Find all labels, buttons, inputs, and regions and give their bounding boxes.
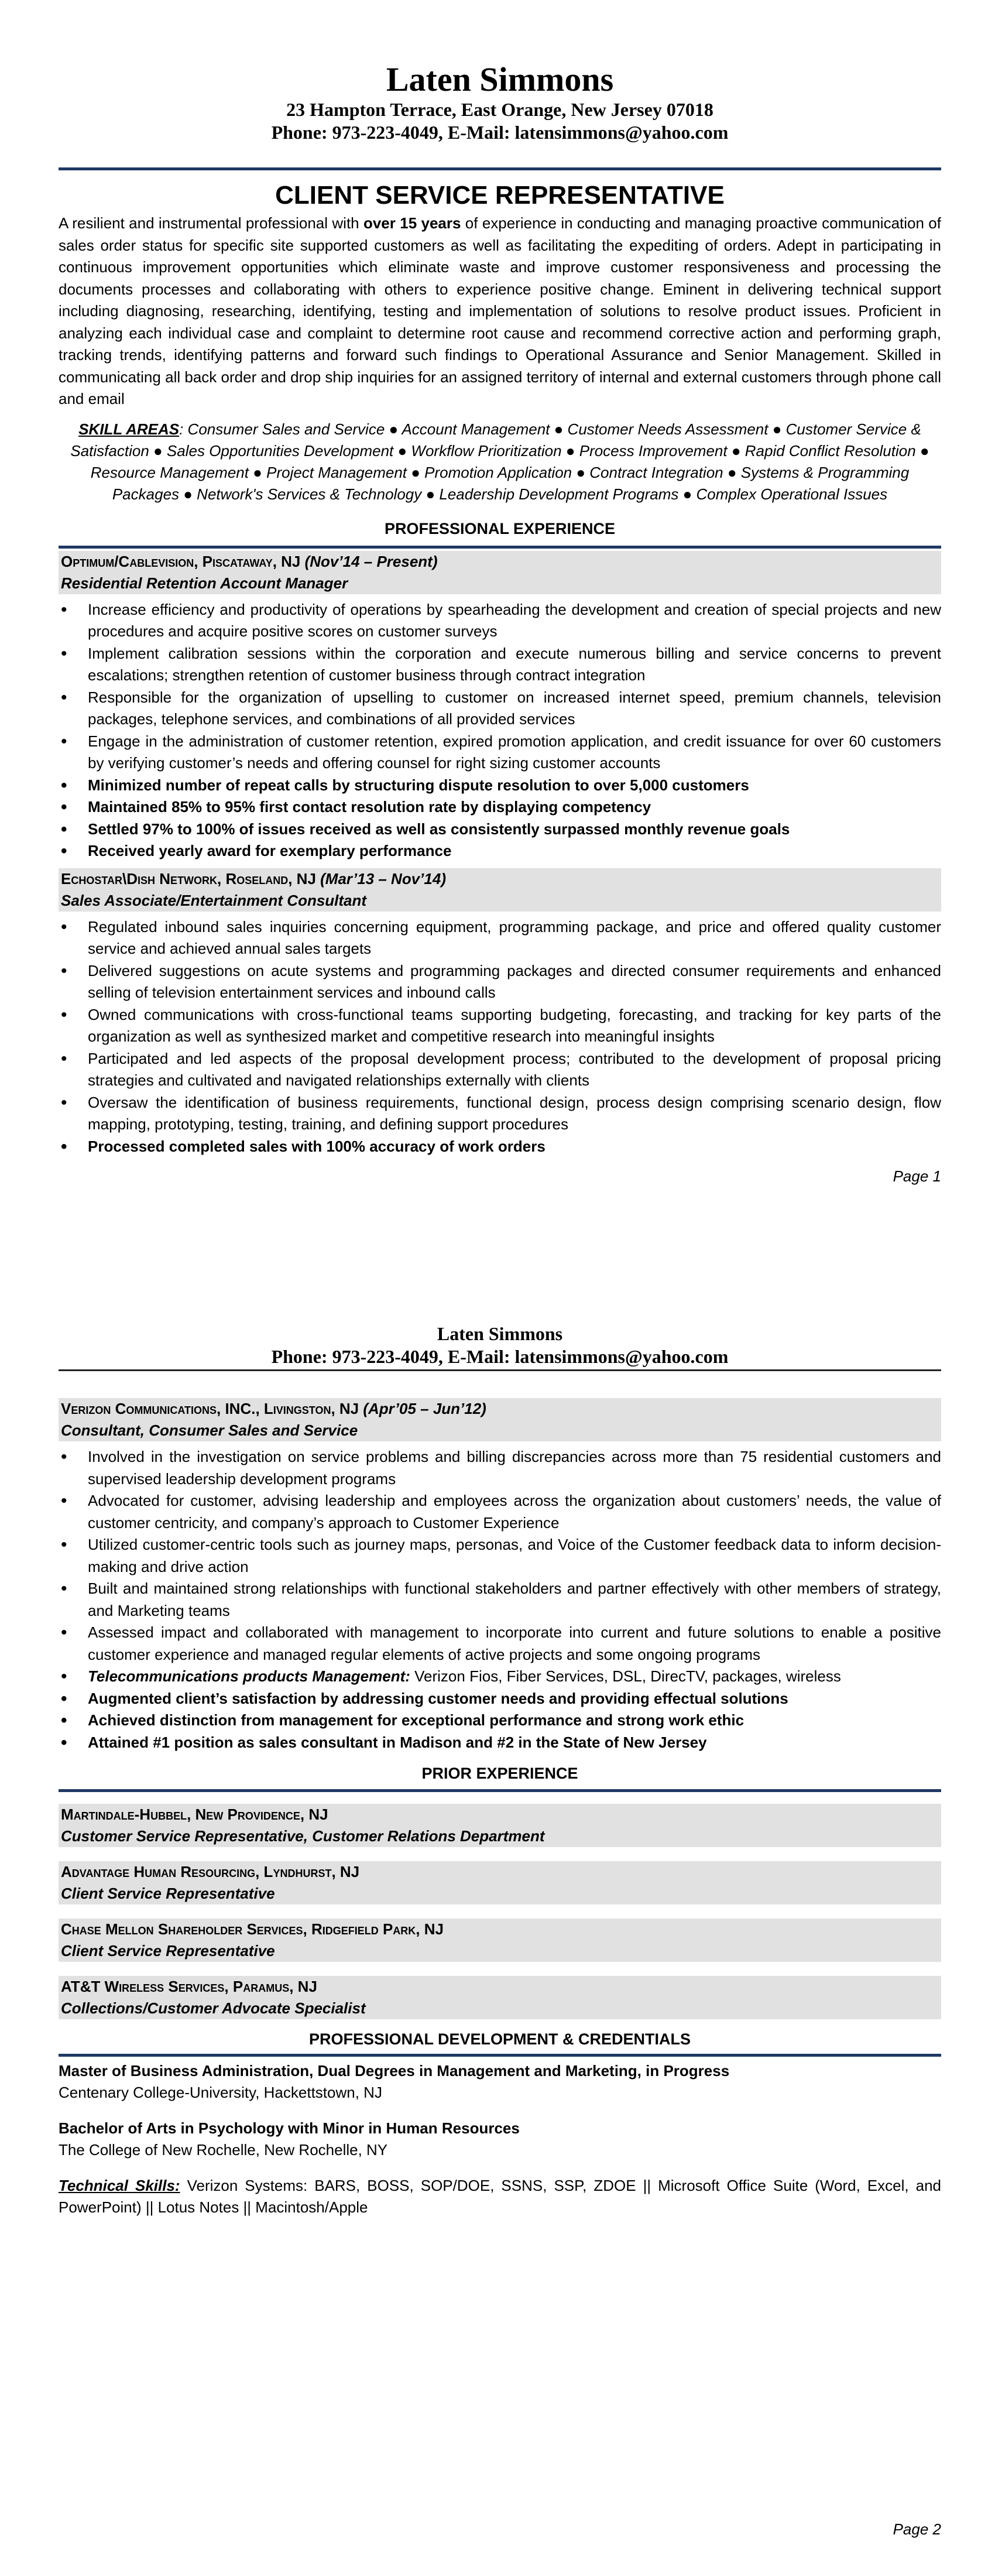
skill-areas-list: : Consumer Sales and Service ● Account Management ● Customer Needs Assessment ● Customer Service & Satisfaction ● Sales Opportunities Development ● Workflow Prioritization ● Process Improvement ● Rapid Conflict Resolution ● Resource Management ● Project Management ● Promotion Application ● Contract Integration ● Systems & Programming Packages ● Network's Services & Technology ● Leadership Development Programs ● Complex Operational Issues [70,420,929,503]
list-item [59,1490,941,1534]
list-item [59,775,941,797]
bullet-text: Utilized customer-centric tools such as journey maps, personas, and Voice of the Customer feedback data to inform decision-making and drive action [88,1536,941,1575]
education-entry [59,2118,941,2161]
job-company-line [61,1398,939,1420]
list-item [59,1732,941,1754]
list-item [59,1666,941,1688]
divider [59,2054,941,2057]
prior-job-entry [59,1976,941,2019]
list-item [59,1446,941,1490]
education-entry [59,2060,941,2104]
education-list [59,2060,941,2161]
bullet-text: Minimized number of repeat calls by structuring dispute resolution to over 5,000 customers [88,776,749,794]
prior-job-entry [59,1804,941,1847]
bullet-text: Maintained 85% to 95% first contact resolution rate by displaying competency [88,798,651,816]
divider [59,167,941,170]
bullet-text: Increase efficiency and productivity of operations by spearheading the development and creation of special projects and new procedures and acquire positive scores on customer surveys [88,600,941,640]
page-number: Page 1 [893,1167,941,1185]
company-name: Optimum/Cablevision, Piscataway, NJ [61,552,301,570]
bullet-text: Owned communications with cross-functional teams supporting budgeting, forecasting, and tracking for key parts of the organization as well as synthesized market and competitive research into meaningful insights [88,1005,941,1045]
bullet-text: Received yearly award for exemplary performance [88,842,452,859]
summary-text: A resilient and instrumental professional with [59,214,363,232]
job-role: Consultant, Consumer Sales and Service [61,1421,358,1439]
degree: Master of Business Administration, Dual Degrees in Management and Marketing, in Progress [59,2062,730,2080]
skill-areas-label: SKILL AREAS [78,420,180,438]
bullet-text: Achieved distinction from management for exceptional performance and strong work ethic [88,1711,744,1729]
list-item [59,1092,941,1136]
bullet-text: Participated and led aspects of the proposal development process; contributed to the development of proposal pricing strategies and cultivated and navigated relationships externally with clients [88,1049,941,1089]
summary-highlight: over 15 years [363,214,461,232]
list-item [59,599,941,643]
list-item [59,1688,941,1710]
skill-areas [66,419,934,505]
list-item [59,1534,941,1578]
bullet-text: Attained #1 position as sales consultant in Madison and #2 in the State of New Jersey [88,1733,707,1751]
bullet-text: Advocated for customer, advising leadership and employees across the organization about customers’ needs, the value of customer centricity, and company’s approach to Customer Experience [88,1492,941,1532]
divider [59,1789,941,1792]
divider [59,1369,941,1371]
job-dates: (Nov’14 – Present) [300,552,438,570]
job-entry [59,551,941,862]
job-role: Residential Retention Account Manager [61,574,348,592]
school: Centenary College-University, Hackettstown, NJ [59,2084,382,2101]
bullet-text: Built and maintained strong relationships with functional stakeholders and partner effectively with other members of strategy, and Marketing teams [88,1580,941,1619]
list-item [59,916,941,960]
bullet-text: Implement calibration sessions within the corporation and execute numerous billing and service concerns to prevent escalations; strengthen retention of customer business through contract integration [88,644,941,684]
list-item [59,1048,941,1092]
list-item [59,643,941,687]
company-name: Echostar\Dish Network, Roseland, NJ [61,869,316,888]
bullet-text: Responsible for the organization of upselling to customer on increased internet speed, premium channels, television packages, telephone services, and combinations of all provided services [88,688,941,728]
section-heading-experience: PROFESSIONAL EXPERIENCE [384,519,616,537]
address: 23 Hampton Terrace, East Orange, New Jersey 07018 [286,99,713,120]
job-dates: (Apr’05 – Jun’12) [359,1400,486,1417]
list-item [59,687,941,731]
job-entry [59,1398,941,1753]
job-bullets [59,1446,941,1753]
company-name: Martindale-Hubbel, New Providence, NJ [61,1806,328,1823]
company-name: AT&T Wireless Services, Paramus, NJ [61,1978,317,1995]
bullet-text: Assessed impact and collaborated with management to incorporate into current and future solutions to enable a positive customer experience and managed regular elements of active projects and some ongoing programs [88,1623,941,1663]
school: The College of New Rochelle, New Rochelle, NY [59,2141,388,2159]
company-name: Verizon Communications, INC., Livingston, NJ [61,1400,359,1417]
job-header [59,868,941,912]
job-role: Client Service Representative [61,1885,275,1902]
list-item [59,1710,941,1732]
prior-job-entry [59,1861,941,1904]
prior-job-entry [59,1919,941,1962]
list-item [59,1004,941,1048]
job-bullets [59,916,941,1158]
list-item [59,840,941,862]
degree: Bachelor of Arts in Psychology with Minor in Human Resources [59,2119,520,2137]
job-role: Client Service Representative [61,1942,275,1960]
bullet-text: Oversaw the identification of business requirements, functional design, process design comprising scenario design, flow mapping, prototyping, testing, training, and defining support procedures [88,1093,941,1133]
job-role: Customer Service Representative, Customer Relations Department [61,1827,545,1845]
contact-info: Phone: 973-223-4049, E-Mail: latensimmons@yahoo.com [271,122,729,143]
page-number: Page 2 [893,2520,941,2538]
resume-page-1 [59,0,941,1187]
list-item [59,731,941,775]
bullet-text: Augmented client’s satisfaction by addressing customer needs and providing effectual solutions [88,1689,788,1707]
section-heading-prior: PRIOR EXPERIENCE [421,1765,578,1782]
candidate-name: Laten Simmons [437,1323,563,1344]
job-company-line [61,868,939,890]
list-item [59,1622,941,1666]
summary [59,213,941,410]
divider [59,546,941,549]
list-item [59,960,941,1004]
resume-title: CLIENT SERVICE REPRESENTATIVE [275,181,725,210]
bullet-text: Involved in the investigation on service problems and billing discrepancies across more than 75 residential customers and supervised leadership development programs [88,1448,941,1488]
prior-experience-list [59,1804,941,2019]
summary-text-rest: of experience in conducting and managing proactive communication of sales order status for specific site supported customers as well as facilitating the expediting of orders. Adept in participating in continuous improvement opportunities which eliminate waste and improve customer responsiveness and processing the documents processes and collaborating with others to experience positive change. Eminent in delivering technical support including diagnosing, researching, identifying, testing and implementation of solutions to resolve product issues. Proficient in analyzing each individual case and complaint to determine root cause and recommend corrective action and performing graph, tracking trends, identifying patterns and forward such findings to Operational Assurance and Senior Management. Skilled in communicating all back order and drop ship inquiries for an assigned territory of internal and external customers through phone call and email [59,214,941,407]
job-entry [59,868,941,1158]
bullet-text: Delivered suggestions on acute systems and programming packages and directed consumer requirements and enhanced selling of television entertainment services and inbound calls [88,961,941,1001]
candidate-name: Laten Simmons [386,60,614,98]
section-heading-development: PROFESSIONAL DEVELOPMENT & CREDENTIALS [308,2030,691,2048]
list-item [59,1136,941,1158]
job-role: Sales Associate/Entertainment Consultant [61,891,367,909]
technical-skills-label: Technical Skills: [59,2177,180,2194]
company-name: Chase Mellon Shareholder Services, Ridgefield Park, NJ [61,1920,444,1938]
bullet-text: Regulated inbound sales inquiries concerning equipment, programming package, and price and offered quality customer service and achieved annual sales targets [88,917,941,957]
bullet-text: Processed completed sales with 100% accuracy of work orders [88,1137,545,1155]
company-name: Advantage Human Resourcing, Lyndhurst, NJ [61,1863,360,1880]
list-item [59,796,941,818]
bullet-lead: Telecommunications products Management: [88,1667,410,1685]
job-header [59,551,941,594]
bullet-text: Verizon Fios, Fiber Services, DSL, DirecTV, packages, wireless [410,1667,841,1685]
job-header [59,1398,941,1441]
job-bullets [59,599,941,862]
contact-info: Phone: 973-223-4049, E-Mail: latensimmons@yahoo.com [271,1346,729,1367]
resume-page-2 [59,1311,941,2538]
job-dates: (Mar’13 – Nov’14) [315,869,446,888]
bullet-text: Settled 97% to 100% of issues received as well as consistently surpassed monthly revenue goals [88,820,790,838]
job-company-line [61,551,939,573]
list-item [59,818,941,841]
list-item [59,1578,941,1622]
job-role: Collections/Customer Advocate Specialist [61,1999,366,2017]
technical-skills [59,2175,941,2218]
bullet-text: Engage in the administration of customer retention, expired promotion application, and credit issuance for over 60 customers by verifying customer’s needs and offering counsel for right sizing customer accounts [88,732,941,772]
technical-skills-list: Verizon Systems: BARS, BOSS, SOP/DOE, SSNS, SSP, ZDOE || Microsoft Office Suite (Word, Excel, and PowerPoint) || Lotus Notes || Macintosh/Apple [59,2177,941,2216]
